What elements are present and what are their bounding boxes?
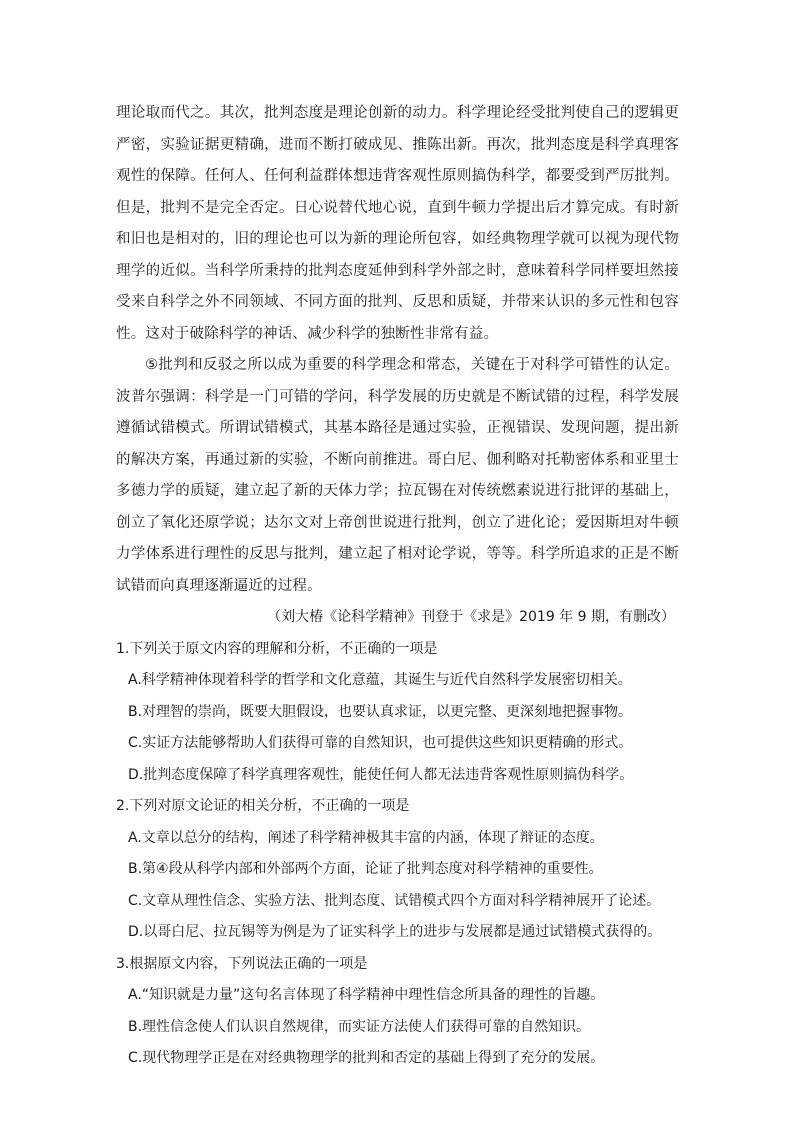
paragraph-5: ⑤批判和反驳之所以成为重要的科学理念和常态，关键在于对科学可错性的认定。波普尔强调：科学是一门可错的学问，科学发展的历史就是不断试错的过程，科学发展遵循试错模式。所谓试错模式，其基本路径是通过实验，正视错误、发现问题，提出新的解决方案，再通过新的实验，不断向前推进。哥白尼、伽利略对托勒密体系和亚里士多德力学的质疑，建立起了新的天体力学；拉瓦锡在对传统燃素说进行批评的基础上，创立了氧化还原学说；达尔文对上帝创世说进行批判，创立了进化论；爱因斯坦对牛顿力学体系进行理性的反思与批判，建立起了相对论学说，等等。科学所追求的正是不断试错而向真理逐渐逼近的过程。 [116, 357, 679, 594]
option-d: D.以哥白尼、拉瓦锡等为例是为了证实科学上的进步与发展都是通过试错模式获得的。 [128, 924, 662, 940]
option-c: C.实证方法能够帮助人们获得可靠的自然知识，也可提供这些知识更精确的形式。 [128, 735, 633, 751]
question-stem: 3.根据原文内容，下列说法正确的一项是 [116, 955, 368, 972]
option-c: C.文章从理性信念、实验方法、批判态度、试错模式四个方面对科学精神展开了论述。 [128, 892, 661, 909]
option-b: B.对理智的崇尚，既要大胆假设，也要认真求证，以更完整、更深刻地把握事物。 [128, 703, 633, 720]
option-d: D.批判态度保障了科学真理客观性，能使任何人都无法违背客观性原则搞伪科学。 [128, 766, 634, 783]
question-2 [116, 791, 679, 949]
question-3 [116, 949, 679, 1075]
paragraph-4-continued: 理论取而代之。其次，批判态度是理论创新的动力。科学理论经受批判使自己的逻辑更严密，实验证据更精确，进而不断打破成见、推陈出新。再次，批判态度是科学真理客观性的保障。任何人、任何利益群体想违背客观性原则搞伪科学，都要受到严厉批判。但是，批判不是完全否定。日心说替代地心说，直到牛顿力学提出后才算完成。有时新和旧也是相对的，旧的理论也可以为新的理论所包容，如经典物理学就可以视为现代物理学的近似。当科学所秉持的批判态度延伸到科学外部之时，意味着科学同样要坦然接受来自科学之外不同领域、不同方面的批判、反思和质疑，并带来认识的多元性和包容性。这对于破除科学的神话、减少科学的独断性非常有益。 [116, 105, 679, 342]
document-body [116, 98, 679, 1075]
option-list [116, 823, 679, 949]
option-b: B.理性信念使人们认识自然规律，而实证方法使人们获得可靠的自然知识。 [128, 1018, 591, 1035]
option-list [116, 980, 679, 1075]
question-1 [116, 634, 679, 792]
question-stem: 1.下列关于原文内容的理解和分析，不正确的一项是 [116, 640, 438, 657]
option-a: A.科学精神体现着科学的哲学和文化意蕴，其诞生与近代自然科学发展密切相关。 [128, 672, 632, 688]
source-citation: （刘大椿《论科学精神》刊登于《求是》2019 年 9 期，有删改） [267, 609, 675, 625]
question-stem: 2.下列对原文论证的相关分析，不正确的一项是 [116, 798, 410, 814]
option-a: A.文章以总分的结构，阐述了科学精神极其丰富的内涵，体现了辩证的态度。 [128, 829, 604, 846]
option-a: A.“知识就是力量”这句名言体现了科学精神中理性信念所具备的理性的旨趣。 [128, 987, 605, 1003]
option-list [116, 665, 679, 791]
option-c: C.现代物理学正是在对经典物理学的批判和否定的基础上得到了充分的发展。 [128, 1050, 605, 1066]
option-b: B.第④段从科学内部和外部两个方面，论证了批判态度对科学精神的重要性。 [128, 861, 603, 877]
